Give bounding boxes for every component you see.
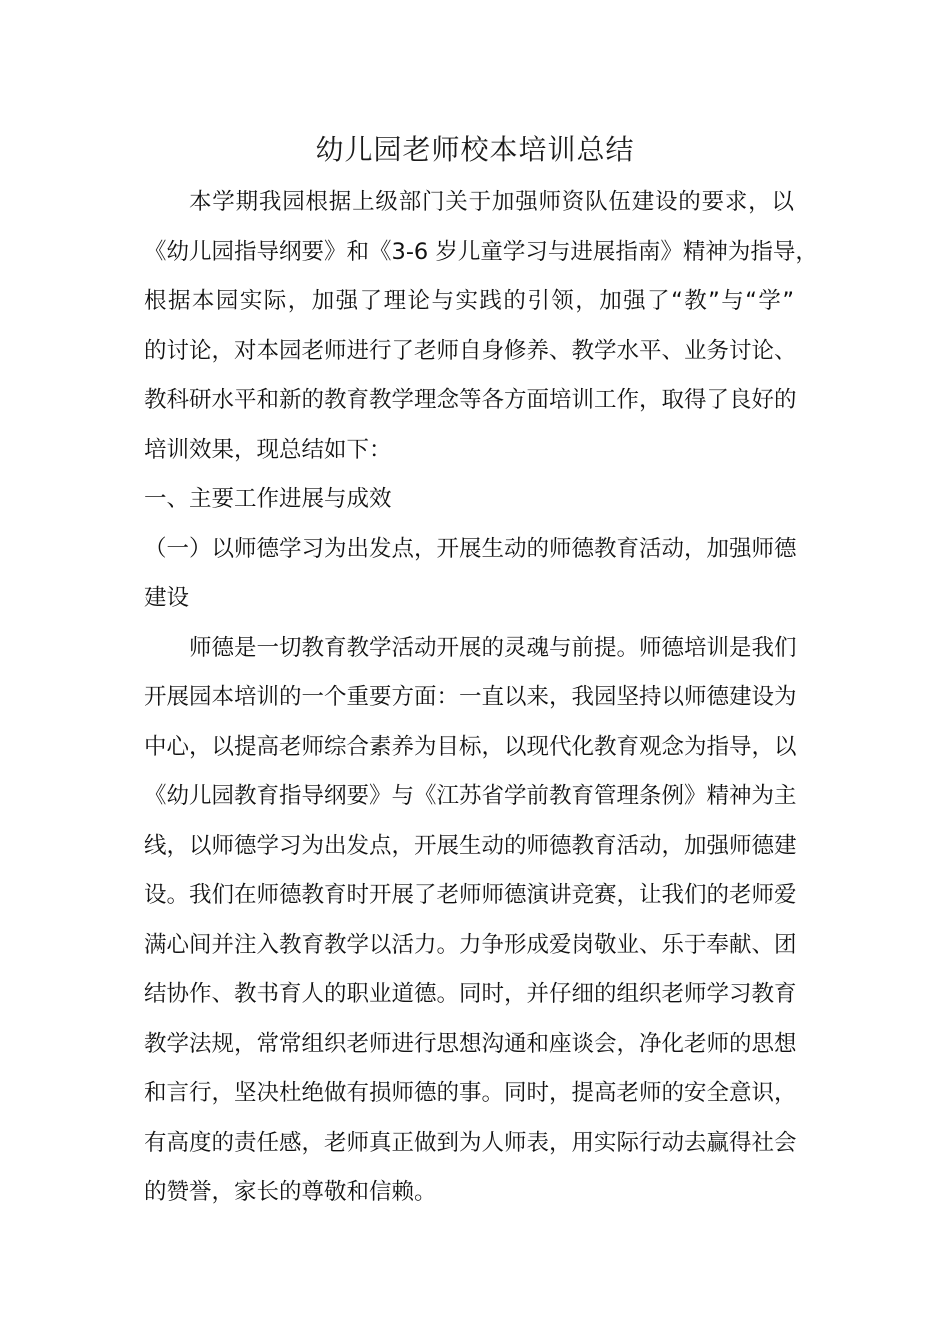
paragraph-line: 教学法规，常常组织老师进行思想沟通和座谈会，净化老师的思想: [144, 1030, 797, 1057]
intro-line: 根据本园实际，加强了理论与实践的引领，加强了“教”与“学”: [144, 288, 794, 314]
paragraph-line: 和言行，坚决杜绝做有损师德的事。同时，提高老师的安全意识，: [144, 1080, 797, 1106]
subsection-heading-line: 建设: [144, 585, 190, 611]
paragraph-line: 有高度的责任感，老师真正做到为人师表，用实际行动去赢得社会: [144, 1129, 797, 1156]
subsection-heading-line: （一）以师德学习为出发点，开展生动的师德教育活动，加强师德: [144, 535, 797, 562]
intro-line: 本学期我园根据上级部门关于加强师资队伍建设的要求，以: [189, 189, 794, 215]
paragraph-line: 《幼儿园教育指导纲要》与《江苏省学前教育管理条例》精神为主: [144, 783, 797, 809]
document-body: [144, 178, 818, 1218]
paragraph-line: 满心间并注入教育教学以活力。力争形成爱岗敬业、乐于奉献、团: [144, 931, 797, 958]
paragraph-line: 结协作、教书育人的职业道德。同时，并仔细的组织老师学习教育: [144, 981, 797, 1007]
paragraph-line: 开展园本培训的一个重要方面：一直以来，我园坚持以师德建设为: [144, 684, 797, 710]
paragraph-line: 中心，以提高老师综合素养为目标，以现代化教育观念为指导，以: [144, 733, 797, 760]
intro-line: 培训效果，现总结如下：: [144, 436, 392, 463]
paragraph-line: 设。我们在师德教育时开展了老师师德演讲竞赛，让我们的老师爱: [144, 882, 797, 908]
paragraph-line: 的赞誉，家长的尊敬和信赖。: [144, 1179, 437, 1205]
paragraph-line: 师德是一切教育教学活动开展的灵魂与前提。师德培训是我们: [189, 634, 797, 661]
paragraph-line: 线，以师德学习为出发点，开展生动的师德教育活动，加强师德建: [144, 832, 797, 859]
intro-line: 教科研水平和新的教育教学理念等各方面培训工作，取得了良好的: [144, 387, 797, 413]
intro-line: 的讨论，对本园老师进行了老师自身修养、教学水平、业务讨论、: [144, 337, 797, 364]
document-title: 幼儿园老师校本培训总结: [315, 133, 635, 166]
section-heading: 一、主要工作进展与成效: [144, 486, 392, 512]
intro-line: 《幼儿园指导纲要》和《3-6 岁儿童学习与进展指南》精神为指导，: [144, 238, 818, 265]
